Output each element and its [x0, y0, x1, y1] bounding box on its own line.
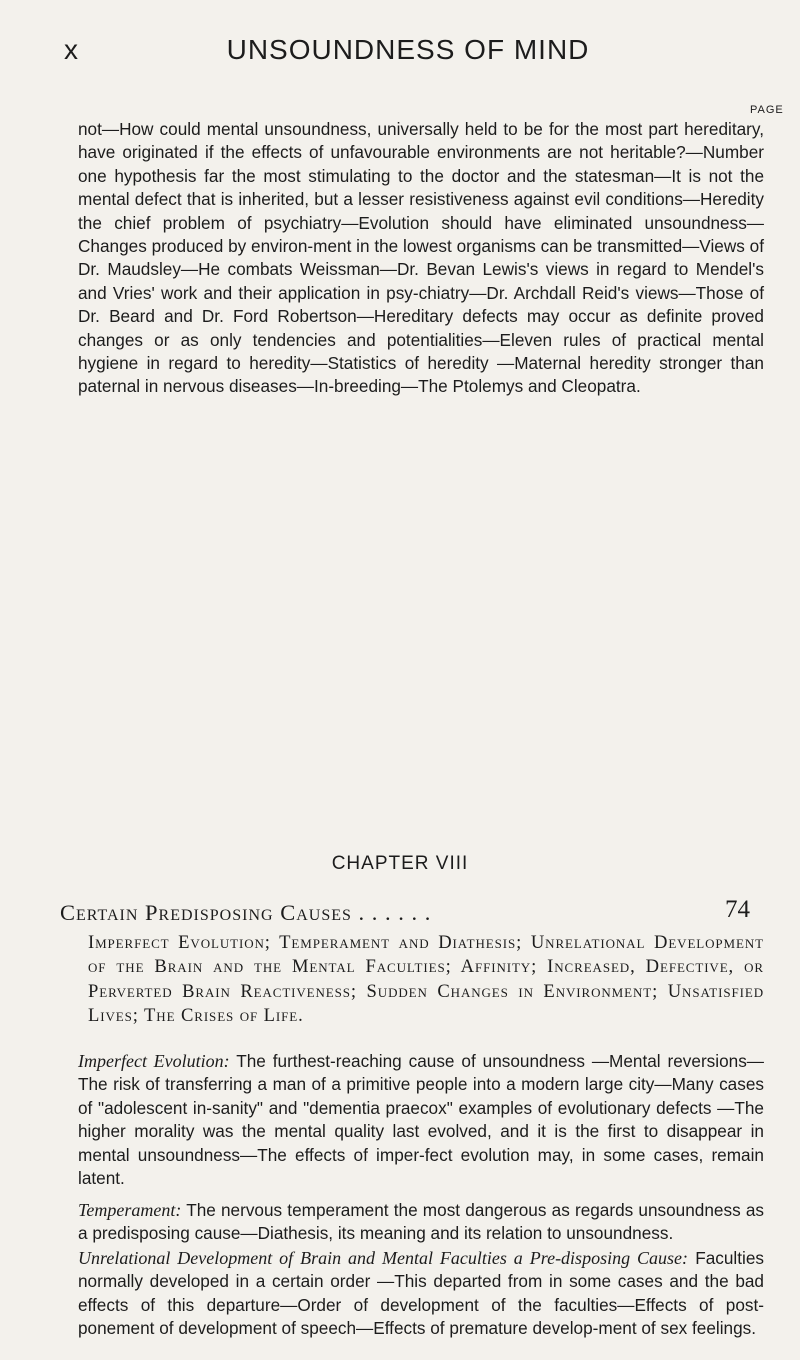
section-text: The furthest-reaching cause of unsoundness —Mental reversions—The risk of transferring a man of a primitive people into a modern large city—Many cases of "adolescent in-sanity" and "dementia praecox" examples of evolutionary defects —The higher morality was the mental quality last evolved, and it is the first to disappear in mental unsoundness—The effects of imper-fect evolution may, in some cases, remain latent. [78, 1051, 764, 1189]
section-text: Faculties normally developed in a certain order —This departed from in some cases and the bad effects of this departure—Order of development of the faculties—Effects of post-ponement of development of speech—Effects of premature develop-ment of sex feelings. [78, 1248, 764, 1339]
section-temperament [78, 1199, 764, 1246]
section-unrelational-development [78, 1247, 764, 1341]
page-column-label: PAGE [750, 104, 784, 116]
section-lead: Temperament: [78, 1200, 182, 1220]
section-text: The nervous temperament the most dangerous as regards unsoundness as a predisposing cause—Diathesis, its meaning and its relation to unsoundness. [78, 1200, 764, 1244]
section-lead: Imperfect Evolution: [78, 1051, 230, 1071]
chapter-synopsis: Imperfect Evolution; Temperament and Diathesis; Unrelational Development of the Brain and the Mental Faculties; Affinity; Increased, Defective, or Perverted Brain Reactiveness; Sudden Changes in Environment; Unsatisfied Lives; The Crises of Life. [88, 932, 764, 1026]
chapter-title: Certain Predisposing Causes . . . . . . [60, 900, 432, 925]
chapter-page-number: 74 [725, 896, 750, 923]
section-lead: Unrelational Development of Brain and Mental Faculties a Pre-disposing Cause: [78, 1248, 688, 1268]
chapter-heading: CHAPTER VIII [331, 853, 469, 874]
page-folio: x [64, 34, 79, 65]
intro-paragraph: not—How could mental unsoundness, universally held to be for the most part hereditary, have originated if the effects of unfavourable environments are not heritable?—Number one hypothesis far the most stimulating to the doctor and the statesman—It is not the mental defect that is inherited, but a lesser resistiveness against evil conditions—Heredity the chief problem of psychiatry—Evolution should have eliminated unsoundness—Changes produced by environ-ment in the lowest organisms can be transmitted—Views of Dr. Maudsley—He combats Weissman—Dr. Bevan Lewis's views in regard to Mendel's and Vries' work and their application in psy-chiatry—Dr. Archdall Reid's views—Those of Dr. Beard and Dr. Ford Robertson—Hereditary defects may occur as definite proved changes or as only tendencies and potentialities—Eleven rules of practical mental hygiene in regard to heredity—Statistics of heredity —Maternal heredity stronger than paternal in nervous diseases—In-breeding—The Ptolemys and Cleopatra. [78, 119, 764, 397]
running-title: UNSOUNDNESS OF MIND [226, 34, 590, 65]
section-imperfect-evolution [78, 1050, 764, 1190]
